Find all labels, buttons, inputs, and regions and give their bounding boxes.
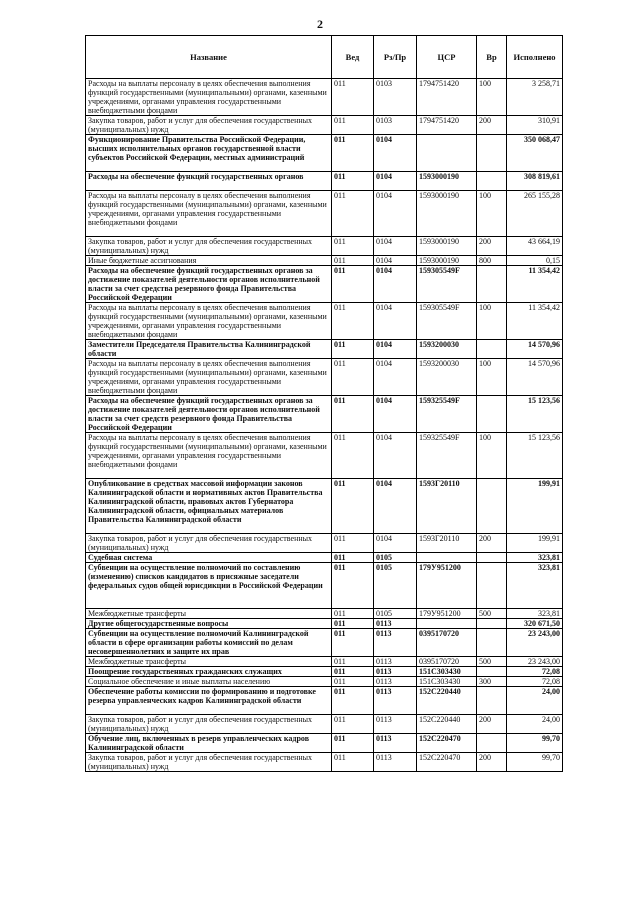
cell-csr: 179У951200: [417, 563, 477, 609]
cell-name: Расходы на обеспечение функций государственных органов: [86, 172, 332, 191]
cell-executed: 199,91: [507, 479, 563, 534]
cell-vr: 100: [477, 79, 507, 116]
cell-csr: [417, 135, 477, 172]
cell-ved: 011: [332, 359, 374, 396]
cell-ved: 011: [332, 191, 374, 237]
cell-ved: 011: [332, 657, 374, 667]
column-header-csr: ЦСР: [417, 36, 477, 79]
cell-rzpr: 0104: [374, 172, 417, 191]
cell-vr: 100: [477, 359, 507, 396]
expenditure-table: [85, 35, 563, 772]
cell-executed: 23 243,00: [507, 657, 563, 667]
table-row: [86, 359, 563, 396]
cell-csr: 1593Г20110: [417, 479, 477, 534]
cell-ved: 011: [332, 553, 374, 563]
cell-csr: 1593Г20110: [417, 534, 477, 553]
cell-ved: 011: [332, 79, 374, 116]
cell-executed: 320 671,50: [507, 619, 563, 629]
cell-name: Заместители Председателя Правительства Калининградской области: [86, 340, 332, 359]
cell-name: Расходы на выплаты персоналу в целях обеспечения выполнения функций государственными (муниципальными) органами, казенными учреждениями, органами управления государственными внебюджетными фондами: [86, 191, 332, 237]
cell-ved: 011: [332, 563, 374, 609]
cell-name: Иные бюджетные ассигнования: [86, 256, 332, 266]
cell-name: Функционирование Правительства Российской Федерации, высших исполнительных органов государственной власти субъектов Российской Федерации, местных администраций: [86, 135, 332, 172]
cell-vr: 200: [477, 116, 507, 135]
cell-executed: 11 354,42: [507, 303, 563, 340]
table-row: [86, 534, 563, 553]
table-row: [86, 715, 563, 734]
cell-rzpr: 0113: [374, 657, 417, 667]
cell-csr: [417, 619, 477, 629]
cell-csr: 151C303430: [417, 677, 477, 687]
cell-executed: 72,08: [507, 677, 563, 687]
cell-csr: 1593200030: [417, 359, 477, 396]
cell-name: Расходы на выплаты персоналу в целях обеспечения выполнения функций государственными (муниципальными) органами, казенными учреждениями, органами управления государственными внебюджетными фондами: [86, 433, 332, 479]
cell-csr: 152C220470: [417, 734, 477, 753]
cell-ved: 011: [332, 687, 374, 715]
cell-vr: [477, 553, 507, 563]
column-header-ved: Вед: [332, 36, 374, 79]
cell-executed: 99,70: [507, 753, 563, 772]
cell-ved: 011: [332, 619, 374, 629]
cell-name: Социальное обеспечение и иные выплаты населению: [86, 677, 332, 687]
cell-executed: 11 354,42: [507, 266, 563, 303]
cell-name: Закупка товаров, работ и услуг для обеспечения государственных (муниципальных) нужд: [86, 534, 332, 553]
column-header-name: Название: [86, 36, 332, 79]
cell-ved: 011: [332, 237, 374, 256]
cell-name: Закупка товаров, работ и услуг для обеспечения государственных (муниципальных) нужд: [86, 116, 332, 135]
cell-rzpr: 0104: [374, 433, 417, 479]
cell-ved: 011: [332, 256, 374, 266]
table-row: [86, 687, 563, 715]
cell-executed: 310,91: [507, 116, 563, 135]
cell-csr: 159325549F: [417, 396, 477, 433]
cell-rzpr: 0105: [374, 553, 417, 563]
cell-rzpr: 0113: [374, 715, 417, 734]
cell-vr: [477, 687, 507, 715]
cell-name: Судебная система: [86, 553, 332, 563]
cell-executed: 0,15: [507, 256, 563, 266]
cell-rzpr: 0113: [374, 677, 417, 687]
table-row: [86, 191, 563, 237]
cell-ved: 011: [332, 266, 374, 303]
table-row: [86, 135, 563, 172]
cell-executed: 72,08: [507, 667, 563, 677]
cell-rzpr: 0113: [374, 667, 417, 677]
cell-rzpr: 0113: [374, 629, 417, 657]
cell-name: Межбюджетные трансферты: [86, 657, 332, 667]
cell-csr: 1794751420: [417, 116, 477, 135]
cell-ved: 011: [332, 340, 374, 359]
cell-vr: 500: [477, 657, 507, 667]
cell-executed: 14 570,96: [507, 340, 563, 359]
cell-vr: [477, 172, 507, 191]
cell-executed: 24,00: [507, 687, 563, 715]
cell-csr: 152C220470: [417, 753, 477, 772]
cell-name: Другие общегосударственные вопросы: [86, 619, 332, 629]
cell-vr: [477, 563, 507, 609]
table-row: [86, 237, 563, 256]
cell-csr: 151C303430: [417, 667, 477, 677]
table-header-row: [86, 36, 563, 79]
table-row: [86, 303, 563, 340]
cell-csr: 159325549F: [417, 433, 477, 479]
cell-vr: [477, 479, 507, 534]
cell-rzpr: 0113: [374, 753, 417, 772]
table-row: [86, 433, 563, 479]
cell-rzpr: 0105: [374, 563, 417, 609]
cell-rzpr: 0104: [374, 340, 417, 359]
cell-vr: [477, 340, 507, 359]
cell-csr: 1593000190: [417, 191, 477, 237]
cell-executed: 3 258,71: [507, 79, 563, 116]
table-row: [86, 396, 563, 433]
table-row: [86, 172, 563, 191]
cell-vr: [477, 396, 507, 433]
cell-vr: [477, 629, 507, 657]
cell-vr: 300: [477, 677, 507, 687]
table-row: [86, 256, 563, 266]
cell-executed: 308 819,61: [507, 172, 563, 191]
cell-ved: 011: [332, 753, 374, 772]
cell-csr: 159305549F: [417, 266, 477, 303]
cell-rzpr: 0104: [374, 396, 417, 433]
cell-vr: 100: [477, 433, 507, 479]
cell-ved: 011: [332, 734, 374, 753]
cell-ved: 011: [332, 116, 374, 135]
cell-vr: [477, 619, 507, 629]
table-row: [86, 609, 563, 619]
cell-csr: 1794751420: [417, 79, 477, 116]
cell-rzpr: 0103: [374, 79, 417, 116]
cell-ved: 011: [332, 667, 374, 677]
cell-ved: 011: [332, 433, 374, 479]
cell-rzpr: 0104: [374, 534, 417, 553]
cell-ved: 011: [332, 609, 374, 619]
cell-name: Межбюджетные трансферты: [86, 609, 332, 619]
cell-ved: 011: [332, 172, 374, 191]
cell-csr: 1593000190: [417, 237, 477, 256]
cell-executed: 15 123,56: [507, 396, 563, 433]
cell-ved: 011: [332, 715, 374, 734]
cell-executed: 23 243,00: [507, 629, 563, 657]
table-row: [86, 734, 563, 753]
table-row: [86, 340, 563, 359]
table-row: [86, 629, 563, 657]
cell-ved: 011: [332, 396, 374, 433]
cell-vr: 200: [477, 715, 507, 734]
cell-ved: 011: [332, 534, 374, 553]
cell-executed: 99,70: [507, 734, 563, 753]
cell-rzpr: 0113: [374, 687, 417, 715]
cell-rzpr: 0104: [374, 359, 417, 396]
cell-rzpr: 0104: [374, 303, 417, 340]
cell-executed: 14 570,96: [507, 359, 563, 396]
cell-name: Закупка товаров, работ и услуг для обеспечения государственных (муниципальных) нужд: [86, 237, 332, 256]
cell-rzpr: 0104: [374, 479, 417, 534]
cell-name: Расходы на выплаты персоналу в целях обеспечения выполнения функций государственными (муниципальными) органами, казенными учреждениями, органами управления государственными внебюджетными фондами: [86, 359, 332, 396]
cell-csr: 1593000190: [417, 172, 477, 191]
cell-vr: [477, 266, 507, 303]
cell-rzpr: 0113: [374, 619, 417, 629]
cell-vr: 200: [477, 534, 507, 553]
cell-executed: 24,00: [507, 715, 563, 734]
cell-executed: 265 155,28: [507, 191, 563, 237]
cell-vr: 500: [477, 609, 507, 619]
cell-rzpr: 0104: [374, 256, 417, 266]
column-header-executed: Исполнено: [507, 36, 563, 79]
cell-name: Закупка товаров, работ и услуг для обеспечения государственных (муниципальных) нужд: [86, 753, 332, 772]
cell-name: Расходы на обеспечение функций государственных органов за достижение показателей деятельности органов исполнительной власти за счет средств резервного фонда Правительства Российской Федерации: [86, 396, 332, 433]
cell-rzpr: 0104: [374, 266, 417, 303]
table-row: [86, 619, 563, 629]
cell-ved: 011: [332, 479, 374, 534]
cell-name: Поощрение государственных гражданских служащих: [86, 667, 332, 677]
cell-ved: 011: [332, 135, 374, 172]
cell-executed: 199,91: [507, 534, 563, 553]
table-row: [86, 553, 563, 563]
cell-csr: 152C220440: [417, 715, 477, 734]
table-row: [86, 79, 563, 116]
cell-name: Расходы на обеспечение функций государственных органов за достижение показателей деятельности органов исполнительной власти за счет средства резервного фонда Правительства Российской Федерации: [86, 266, 332, 303]
cell-rzpr: 0103: [374, 116, 417, 135]
cell-rzpr: 0104: [374, 237, 417, 256]
cell-rzpr: 0104: [374, 191, 417, 237]
cell-ved: 011: [332, 677, 374, 687]
column-header-rzpr: Рз/Пр: [374, 36, 417, 79]
cell-vr: 800: [477, 256, 507, 266]
cell-rzpr: 0104: [374, 135, 417, 172]
cell-csr: 152C220440: [417, 687, 477, 715]
cell-rzpr: 0113: [374, 734, 417, 753]
page-number: 2: [317, 17, 323, 31]
cell-executed: 323,81: [507, 553, 563, 563]
cell-name: Опубликование в средствах массовой информации законов Калининградской области и нормативных актов Правительства Калининградской области, правовых актов Губернатора Калининградской области, официальных материалов Правительства Калининградской области: [86, 479, 332, 534]
cell-name: Обучение лиц, включенных в резерв управленческих кадров Калининградской области: [86, 734, 332, 753]
cell-name: Расходы на выплаты персоналу в целях обеспечения выполнения функций государственными (муниципальными) органами, казенными учреждениями, органами управления государственными внебюджетными фондами: [86, 79, 332, 116]
cell-ved: 011: [332, 303, 374, 340]
cell-executed: 323,81: [507, 609, 563, 619]
cell-csr: 1593200030: [417, 340, 477, 359]
cell-executed: 350 068,47: [507, 135, 563, 172]
cell-csr: 1593000190: [417, 256, 477, 266]
cell-executed: 43 664,19: [507, 237, 563, 256]
cell-name: Субвенции на осуществление полномочий Калининградской области в сфере организации работы комиссий по делам несовершеннолетних и защите их прав: [86, 629, 332, 657]
cell-name: Обеспечение работы комиссии по формированию и подготовке резерва управленческих кадров Калининградской области: [86, 687, 332, 715]
cell-vr: 200: [477, 237, 507, 256]
cell-vr: [477, 135, 507, 172]
table-row: [86, 116, 563, 135]
cell-name: Закупка товаров, работ и услуг для обеспечения государственных (муниципальных) нужд: [86, 715, 332, 734]
table-row: [86, 657, 563, 667]
cell-vr: [477, 734, 507, 753]
cell-csr: 0395170720: [417, 629, 477, 657]
cell-vr: [477, 667, 507, 677]
cell-vr: 200: [477, 753, 507, 772]
cell-csr: 179У951200: [417, 609, 477, 619]
cell-csr: 0395170720: [417, 657, 477, 667]
column-header-vr: Вр: [477, 36, 507, 79]
cell-name: Расходы на выплаты персоналу в целях обеспечения выполнения функций государственными (муниципальными) органами, казенными учреждениями, органами управления государственными внебюджетными фондами: [86, 303, 332, 340]
table-row: [86, 479, 563, 534]
cell-csr: 159305549F: [417, 303, 477, 340]
cell-rzpr: 0105: [374, 609, 417, 619]
cell-vr: 100: [477, 191, 507, 237]
cell-executed: 15 123,56: [507, 433, 563, 479]
table-row: [86, 677, 563, 687]
table-body: [86, 79, 563, 772]
table-row: [86, 266, 563, 303]
cell-vr: 100: [477, 303, 507, 340]
cell-ved: 011: [332, 629, 374, 657]
cell-csr: [417, 553, 477, 563]
table-row: [86, 667, 563, 677]
table-row: [86, 753, 563, 772]
table-row: [86, 563, 563, 609]
cell-name: Субвенции на осуществление полномочий по составлению (изменению) списков кандидатов в присяжные заседатели федеральных судов общей юрисдикции в Российской Федерации: [86, 563, 332, 609]
cell-executed: 323,81: [507, 563, 563, 609]
